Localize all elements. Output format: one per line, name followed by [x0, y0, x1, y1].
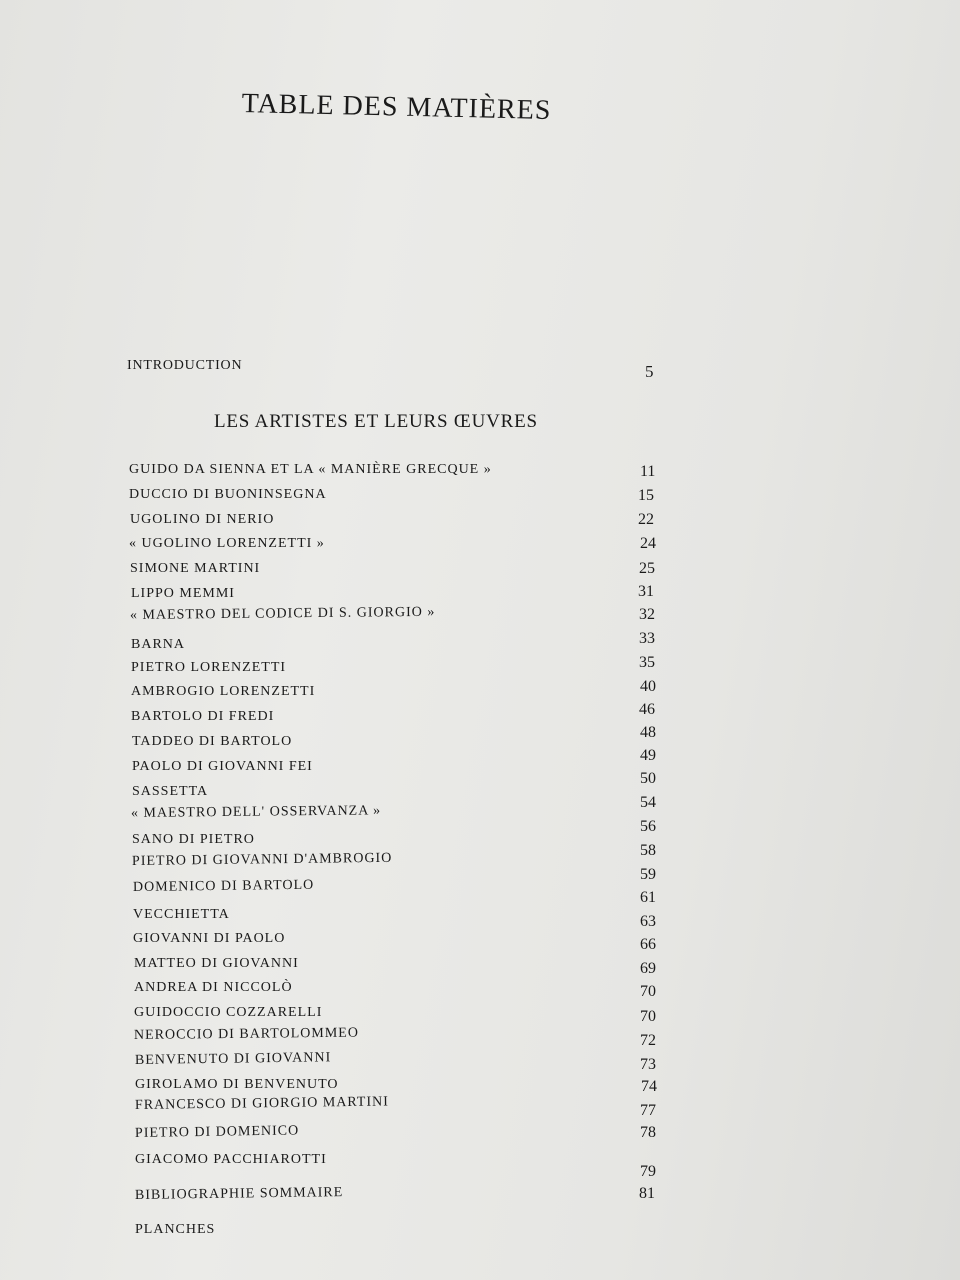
toc-entry-title: « MAESTRO DELL' OSSERVANZA » [130, 803, 382, 821]
toc-entry-title: DOMENICO DI BARTOLO [132, 877, 315, 895]
toc-entry-title: GUIDO DA SIENNA ET LA « MANIÈRE GRECQUE » [129, 462, 492, 477]
toc-page-number: 54 [640, 794, 656, 811]
toc-page-number: 56 [640, 818, 656, 835]
toc-page-number: 49 [640, 747, 656, 764]
toc-page-number: 24 [640, 535, 656, 552]
toc-entry-title: SANO DI PIETRO [132, 832, 255, 847]
toc-page-number: 59 [640, 866, 656, 883]
toc-entry-title: SIMONE MARTINI [130, 561, 261, 576]
toc-page-number: 73 [640, 1056, 656, 1073]
toc-page-number: 48 [640, 724, 656, 741]
toc-page-number: 40 [640, 678, 656, 695]
introduction-page-number: 5 [645, 362, 654, 381]
toc-page-number: 31 [638, 583, 654, 600]
toc-page-number: 25 [639, 560, 655, 577]
toc-entry-title: BENVENUTO DI GIOVANNI [134, 1050, 332, 1068]
toc-entry-title: UGOLINO DI NERIO [130, 512, 275, 527]
toc-entry-title: PLANCHES [135, 1222, 216, 1237]
page-title: TABLE DES MATIÈRES [241, 88, 552, 127]
toc-page-number: 50 [640, 770, 656, 787]
toc-entry-title: LIPPO MEMMI [131, 586, 235, 601]
toc-entry-title: DUCCIO DI BUONINSEGNA [129, 487, 327, 502]
toc-entry-title: PAOLO DI GIOVANNI FEI [132, 759, 313, 774]
toc-entry-title: NEROCCIO DI BARTOLOMMEO [133, 1025, 359, 1043]
toc-page-number: 72 [640, 1032, 656, 1049]
toc-page-number: 32 [639, 606, 655, 623]
toc-entry-title: SASSETTA [132, 784, 209, 799]
toc-page-number: 58 [640, 842, 656, 859]
toc-page-number: 74 [641, 1078, 657, 1095]
toc-page-number: 81 [639, 1185, 655, 1202]
toc-page-number: 63 [640, 913, 656, 930]
toc-page-number: 61 [640, 889, 656, 906]
toc-entry-title: BARTOLO DI FREDI [131, 709, 275, 724]
toc-entry-title: GIACOMO PACCHIAROTTI [135, 1152, 327, 1167]
toc-entry-title: BARNA [131, 637, 186, 652]
toc-page-number: 11 [640, 463, 656, 480]
toc-entry-title: TADDEO DI BARTOLO [132, 734, 293, 749]
toc-entry-title: GIROLAMO DI BENVENUTO [135, 1077, 339, 1092]
toc-page-number: 46 [639, 701, 655, 718]
toc-entry-title: MATTEO DI GIOVANNI [134, 956, 299, 971]
toc-entry-title: BIBLIOGRAPHIE SOMMAIRE [134, 1185, 344, 1203]
toc-entry-title: GIOVANNI DI PAOLO [133, 931, 286, 946]
toc-page-number: 79 [640, 1163, 656, 1180]
toc-entry-title: PIETRO DI DOMENICO [134, 1123, 300, 1141]
toc-page-number: 66 [640, 936, 656, 953]
toc-entry-title: « MAESTRO DEL CODICE DI S. GIORGIO » [129, 604, 436, 623]
toc-entry-title: « UGOLINO LORENZETTI » [129, 536, 325, 551]
toc-entry-title: VECCHIETTA [133, 907, 230, 922]
toc-page-number: 77 [640, 1102, 656, 1119]
toc-entry-title: PIETRO LORENZETTI [131, 660, 287, 675]
toc-page-number: 15 [638, 487, 654, 504]
toc-page-number: 69 [640, 960, 656, 977]
toc-page-number: 35 [639, 654, 655, 671]
section-heading: LES ARTISTES ET LEURS ŒUVRES [214, 411, 538, 432]
toc-entry-title: ANDREA DI NICCOLÒ [134, 980, 293, 995]
toc-page-number: 78 [640, 1124, 656, 1141]
toc-page-number: 70 [640, 1008, 656, 1025]
toc-page-number: 33 [639, 630, 655, 647]
toc-page-number: 70 [640, 983, 656, 1000]
toc-page-number: 22 [638, 511, 654, 528]
toc-entry-title: GUIDOCCIO COZZARELLI [134, 1005, 323, 1020]
introduction-label: INTRODUCTION [127, 358, 243, 373]
toc-entry-title: FRANCESCO DI GIORGIO MARTINI [134, 1094, 389, 1113]
toc-entry-title: PIETRO DI GIOVANNI D'AMBROGIO [131, 850, 393, 869]
toc-entry-title: AMBROGIO LORENZETTI [131, 684, 316, 699]
